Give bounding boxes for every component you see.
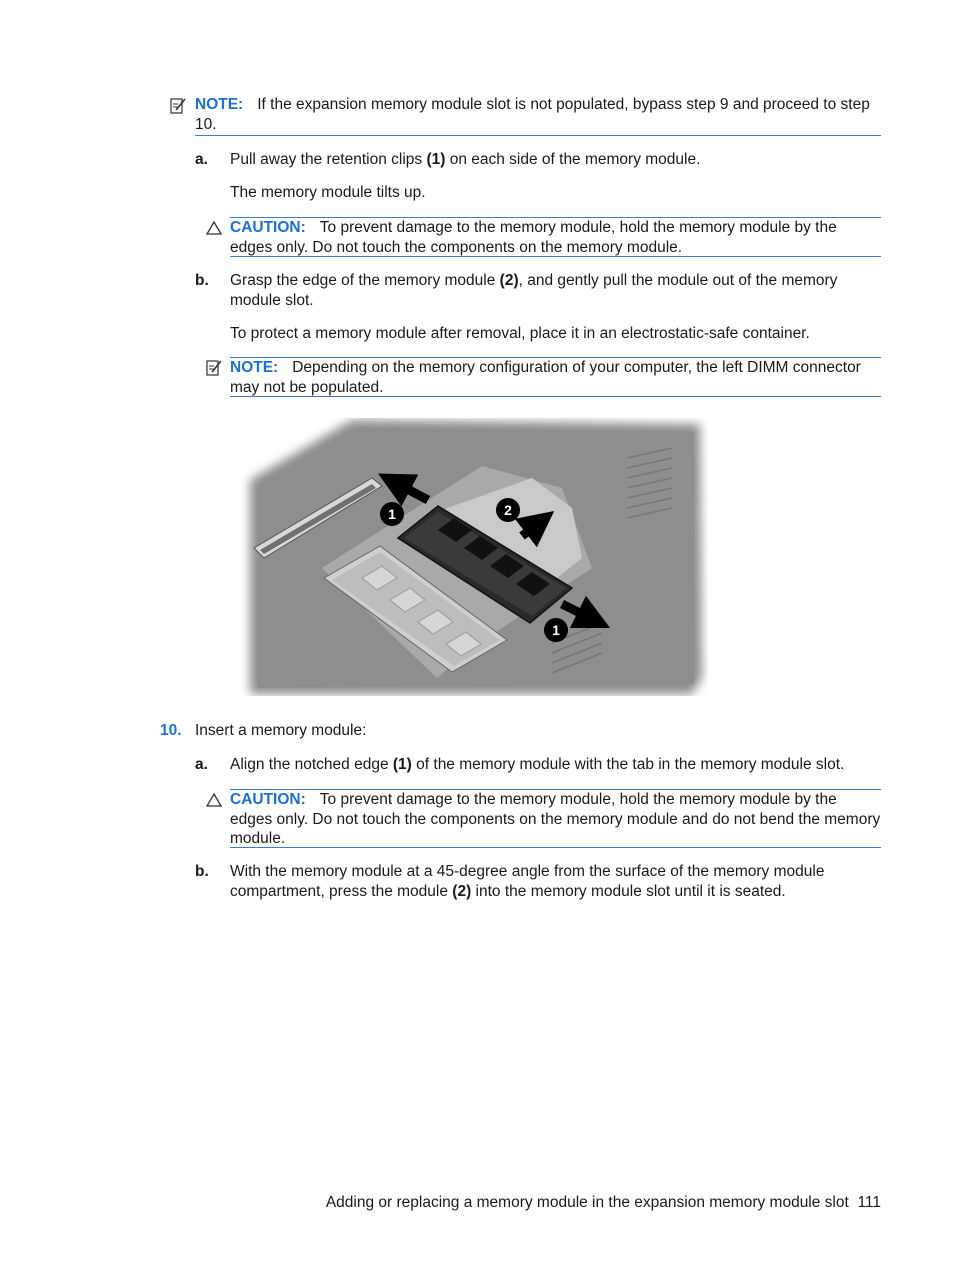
callout-2 (496, 498, 520, 522)
step-text: Insert a memory module: (195, 722, 367, 739)
note-pencil-icon (170, 97, 186, 115)
caution-text: To prevent damage to the memory module, hold the memory module by the edges only. Do not touch the components on the memory module and do not bend the memory module. (230, 791, 881, 847)
note-label: NOTE: (195, 96, 244, 113)
note-text: If the expansion memory module slot is not populated, bypass step 9 and proceed to step 10. (195, 96, 870, 133)
step-text: With the memory module at a 45-degree angle from the surface of the memory module compartment, press the module (2) into the memory module slot until it is seated. (230, 863, 825, 900)
step-marker: a. (195, 756, 208, 773)
note-label: NOTE: (230, 359, 279, 376)
caution-box (230, 217, 881, 257)
step-followup: To protect a memory module after removal, place it in an electrostatic-safe container. (230, 325, 810, 342)
caution-triangle-icon (206, 219, 222, 237)
step-marker: b. (195, 272, 209, 289)
memory-module-illustration (232, 418, 708, 696)
caution-text: To prevent damage to the memory module, hold the memory module by the edges only. Do not touch the components on the memory module. (230, 219, 837, 256)
note-pencil-icon (206, 359, 222, 377)
svg-text:1: 1 (388, 506, 396, 522)
caution-label: CAUTION: (230, 791, 306, 808)
footer-title: Adding or replacing a memory module in the expansion memory module slot (325, 1194, 849, 1211)
step-text: Grasp the edge of the memory module (2), and gently pull the module out of the memory module slot. (230, 272, 838, 309)
page-footer (326, 1193, 881, 1213)
step-followup: The memory module tilts up. (230, 184, 426, 201)
note-box (230, 357, 881, 397)
caution-label: CAUTION: (230, 219, 306, 236)
step-text: Align the notched edge (1) of the memory module with the tab in the memory module slot. (230, 756, 845, 773)
svg-text:2: 2 (504, 502, 512, 518)
step-marker: b. (195, 863, 209, 880)
note-text: Depending on the memory configuration of your computer, the left DIMM connector may not be populated. (230, 359, 861, 396)
svg-text:1: 1 (552, 622, 560, 638)
note-box (195, 95, 881, 136)
callout-1-left (380, 502, 404, 526)
caution-triangle-icon (206, 791, 222, 809)
step-text: Pull away the retention clips (1) on each side of the memory module. (230, 151, 701, 168)
page-number: 111 (857, 1194, 881, 1211)
step-number: 10. (160, 722, 182, 739)
step-marker: a. (195, 151, 208, 168)
caution-box (230, 789, 881, 848)
callout-1-right (544, 618, 568, 642)
